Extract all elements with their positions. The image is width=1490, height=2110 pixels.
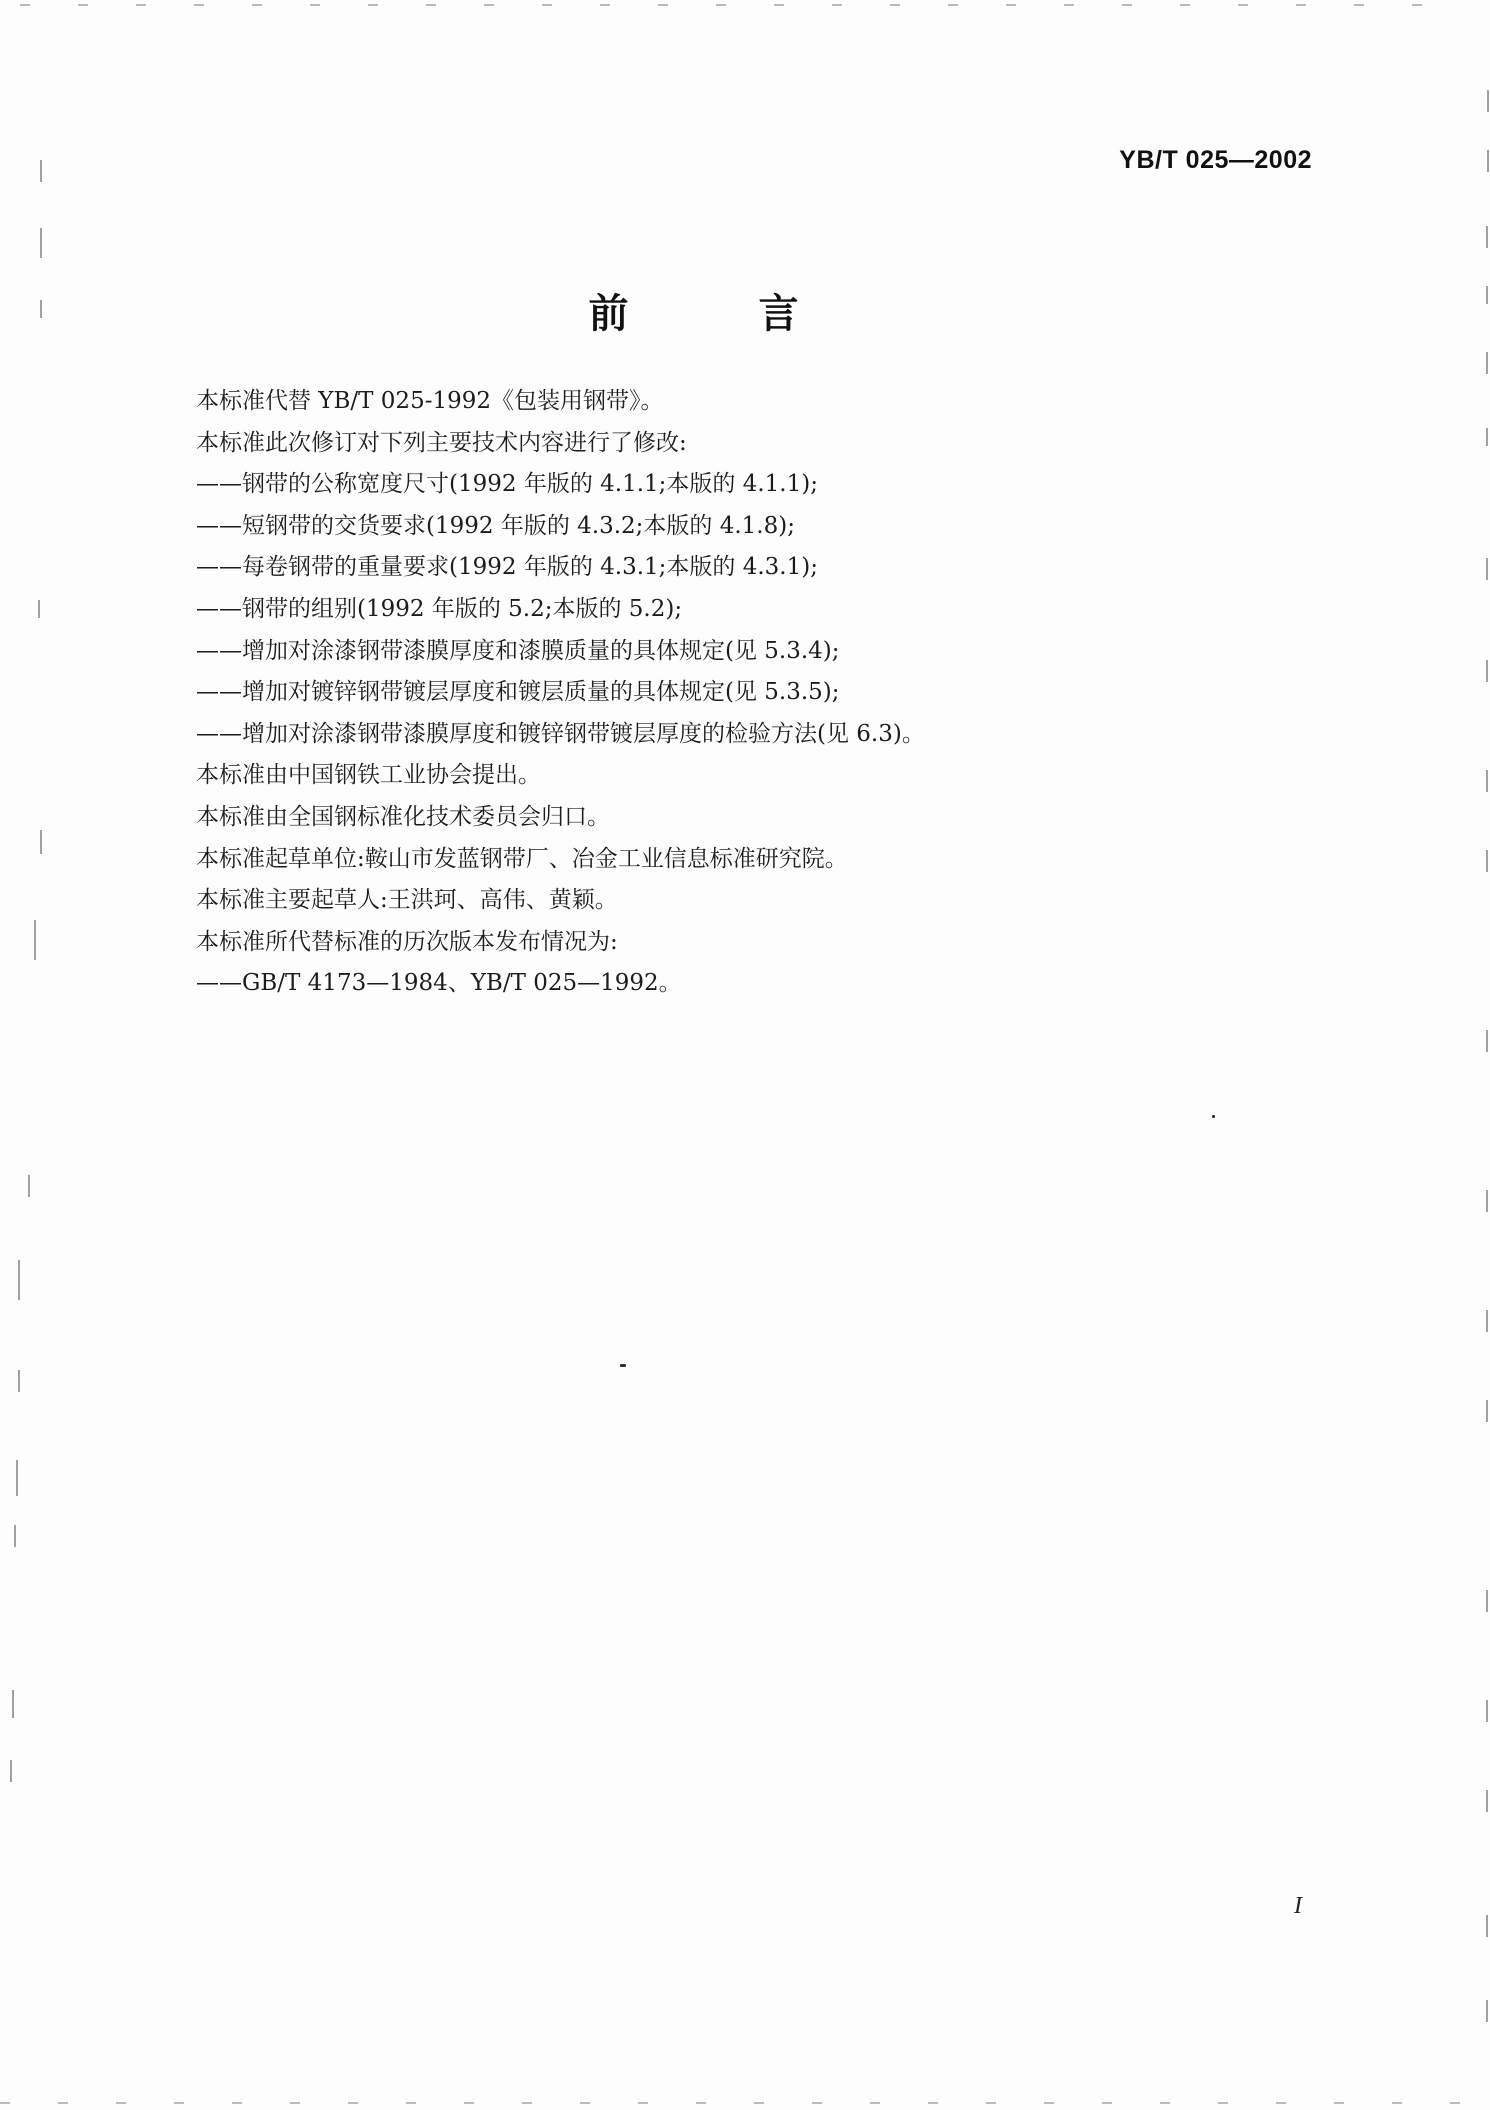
standard-code: YB/T 025—2002	[1119, 146, 1312, 174]
scan-mark	[1486, 1915, 1488, 1937]
scan-mark	[1487, 150, 1489, 172]
paragraph: 本标准由中国钢铁工业协会提出。	[196, 762, 541, 789]
page-number: I	[1294, 1893, 1302, 1919]
scan-mark	[1486, 1790, 1488, 1812]
foreword-body	[196, 381, 1346, 1005]
scan-mark	[1486, 1030, 1488, 1052]
scan-speck	[1212, 1115, 1215, 1118]
paragraph: 本标准此次修订对下列主要技术内容进行了修改:	[196, 429, 687, 456]
scan-mark	[18, 1370, 20, 1392]
scan-mark	[18, 1260, 20, 1300]
list-item: ——GB/T 4173—1984、YB/T 025—1992。	[196, 970, 682, 997]
scan-mark	[1486, 558, 1488, 580]
scan-edge-top	[20, 4, 1470, 6]
scan-mark	[1486, 428, 1488, 446]
list-item: ——每卷钢带的重量要求(1992 年版的 4.3.1;本版的 4.3.1);	[196, 554, 818, 581]
list-item: ——短钢带的交货要求(1992 年版的 4.3.2;本版的 4.1.8);	[196, 512, 795, 539]
scan-speck	[620, 1364, 626, 1367]
scan-mark	[1486, 770, 1488, 792]
scan-mark	[40, 160, 42, 182]
scan-mark	[40, 830, 42, 854]
scan-edge-bottom	[0, 2102, 1480, 2104]
paragraph: 本标准由全国钢标准化技术委员会归口。	[196, 803, 610, 830]
list-item: ——钢带的组别(1992 年版的 5.2;本版的 5.2);	[196, 595, 683, 622]
scan-mark	[1486, 1590, 1488, 1612]
scan-mark	[1486, 226, 1488, 248]
scan-mark	[12, 1690, 14, 1718]
scan-mark	[1486, 286, 1488, 304]
scan-mark	[1486, 1700, 1488, 1722]
scan-mark	[34, 920, 36, 960]
page-title: 前 言	[588, 291, 857, 337]
scan-mark	[1486, 660, 1488, 682]
scan-mark	[1486, 2000, 1488, 2022]
paragraph: 本标准所代替标准的历次版本发布情况为:	[196, 928, 618, 955]
paragraph: 本标准起草单位:鞍山市发蓝钢带厂、冶金工业信息标准研究院。	[196, 845, 848, 872]
list-item: ——增加对涂漆钢带漆膜厚度和漆膜质量的具体规定(见 5.3.4);	[196, 637, 840, 664]
scan-mark	[40, 228, 42, 258]
scan-mark	[16, 1460, 18, 1496]
scan-mark	[38, 600, 40, 618]
list-item: ——增加对镀锌钢带镀层厚度和镀层质量的具体规定(见 5.3.5);	[196, 679, 840, 706]
scan-mark	[10, 1760, 12, 1782]
scan-mark	[1486, 850, 1488, 872]
scan-mark	[1486, 352, 1488, 374]
scan-mark	[1486, 1400, 1488, 1422]
scan-mark	[1487, 90, 1489, 112]
paragraph: 本标准主要起草人:王洪珂、高伟、黄颖。	[196, 887, 618, 914]
scan-mark	[1486, 1190, 1488, 1212]
scan-mark	[28, 1175, 30, 1197]
list-item: ——增加对涂漆钢带漆膜厚度和镀锌钢带镀层厚度的检验方法(见 6.3)。	[196, 720, 925, 747]
list-item: ——钢带的公称宽度尺寸(1992 年版的 4.1.1;本版的 4.1.1);	[196, 471, 818, 498]
scan-mark	[1486, 1310, 1488, 1332]
paragraph: 本标准代替 YB/T 025-1992《包装用钢带》。	[196, 388, 664, 414]
scan-mark	[14, 1525, 16, 1547]
